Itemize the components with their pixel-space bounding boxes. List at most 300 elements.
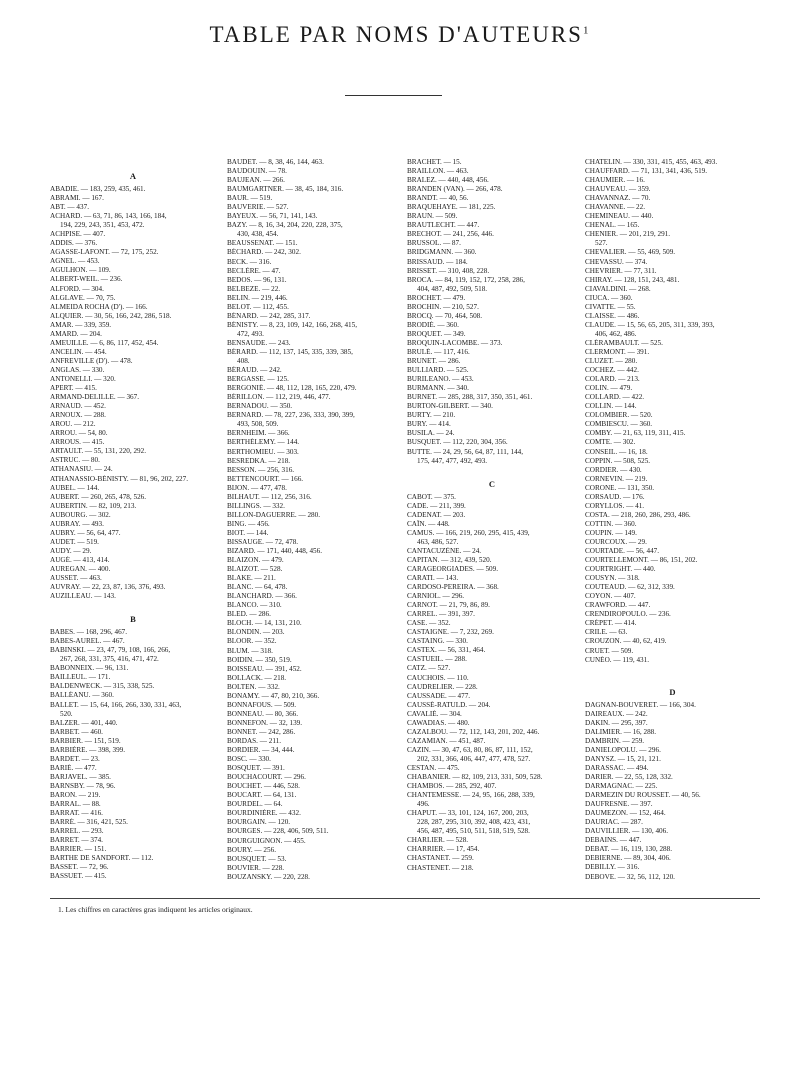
index-entry: CAUSSADE. — 477. (407, 691, 471, 700)
index-entry: BROQUET. — 349. (407, 329, 466, 338)
index-entry: AUZILLEAU. — 143. (50, 592, 116, 601)
index-entry: CARNIOL. — 296. (407, 592, 465, 601)
index-entry: AUDY. — 29. (50, 546, 92, 555)
index-entry: CORDIER. — 430. (585, 465, 642, 474)
index-entry: CAVALIÉ. — 304. (407, 709, 462, 718)
index-entry: CIAVALDINI. — 268. (585, 284, 651, 293)
index-entry: CAUCHOIS. — 110. (407, 673, 469, 682)
index-entry: COMTE. — 302. (585, 438, 636, 447)
index-entry: ANGLAS. — 330. (50, 365, 105, 374)
index-column-1 (50, 158, 216, 881)
index-entry: BAUMGARTNER. — 38, 45, 184, 316. (227, 185, 344, 194)
index-entry: BRUNET. — 286. (407, 357, 461, 366)
index-entry: DEBILLY. — 316. (585, 863, 640, 872)
index-entry: BOSC. — 330. (227, 755, 271, 764)
index-entry: BIJON. — 477, 478. (227, 483, 287, 492)
footnote: 1. Les chiffres en caractères gras indiquent les articles originaux. (58, 905, 253, 914)
index-entry-continuation: 228, 287, 295, 310, 392, 408, 423, 431, (417, 818, 531, 827)
index-entry: CRENDIROPOULO. — 236. (585, 610, 671, 619)
index-entry: BROCA. — 84, 119, 152, 172, 258, 286, (407, 275, 525, 284)
index-entry: BROQUIN-LACOMBE. — 373. (407, 338, 503, 347)
index-entry: ATHANASSIO-BÉNISTY. — 81, 96, 202, 227. (50, 474, 189, 483)
index-entry: BOLTEN. — 332. (227, 682, 280, 691)
index-entry: CROUZON. — 40, 62, 419. (585, 637, 667, 646)
index-entry: COUPIN. — 149. (585, 528, 637, 537)
index-entry: CASTEX. — 56, 331, 464. (407, 646, 486, 655)
index-entry: BOSQUET. — 391. (227, 764, 285, 773)
index-entry: CASTAIGNE. — 7, 232, 269. (407, 628, 494, 637)
index-entry: BRECHOT. — 241, 256, 446. (407, 230, 494, 239)
index-entry: AMEUILLE. — 6, 86, 117, 452, 454. (50, 338, 159, 347)
index-entry: CLERMONT. — 391. (585, 347, 650, 356)
index-entry: BAILLEUL. — 171. (50, 673, 111, 682)
index-entry: BONAMY. — 47, 80, 210, 366. (227, 691, 320, 700)
index-entry: CHAUMIER. — 16. (585, 176, 645, 185)
index-entry: CHASTANET. — 259. (407, 854, 474, 863)
index-entry: BASSUET. — 415. (50, 872, 107, 881)
index-entry: BAYEUX. — 56, 71, 141, 143. (227, 212, 318, 221)
index-entry: AUGÉ. — 413, 414. (50, 555, 110, 564)
index-entry: BABINSKI. — 23, 47, 79, 108, 166, 266, (50, 646, 171, 655)
index-entry: BOURY. — 256. (227, 845, 276, 854)
index-entry: CHAPUT. — 33, 101, 124, 167, 200, 203, (407, 809, 529, 818)
section-letter: C (488, 478, 496, 489)
index-entry: BLOCH. — 14, 131, 210. (227, 619, 302, 628)
index-entry: BESSON. — 256, 316. (227, 465, 295, 474)
index-entry-continuation: 202, 331, 366, 406, 447, 477, 478, 527. (417, 754, 531, 763)
index-entry: BARRET. — 374. (50, 836, 103, 845)
index-entry: CIVATTE. — 55. (585, 302, 636, 311)
index-entry: CAZALBOU. — 72, 112, 143, 201, 202, 446. (407, 727, 540, 736)
index-entry-continuation: 496. (417, 800, 430, 809)
index-entry: CHEVRIER. — 77, 311. (585, 266, 657, 275)
index-entry: DALIMIER. — 16, 288. (585, 727, 657, 736)
index-entry: BALDENWECK. — 315, 338, 525. (50, 682, 155, 691)
index-entry: AUBEL. — 144. (50, 483, 100, 492)
index-entry: CARDOSO-PEREIRA. — 368. (407, 583, 499, 592)
title-rule (345, 95, 442, 96)
page-title: TABLE PAR NOMS D'AUTEURS$^1$ (209, 22, 591, 47)
index-entry: BROCQ. — 70, 464, 508. (407, 311, 483, 320)
index-entry: CHAMBOS. — 285, 292, 407. (407, 782, 497, 791)
index-entry: CHARLIER. — 528. (407, 836, 469, 845)
index-entry: BUSILA. — 24. (407, 429, 455, 438)
index-entry: ARROUS. — 415. (50, 438, 105, 447)
index-entry: AUREGAN. — 400. (50, 564, 111, 573)
index-entry: BAUVERIE. — 527. (227, 203, 289, 212)
index-entry: BURY. — 414. (407, 420, 451, 429)
index-entry: CAMUS. — 166, 219, 260, 295, 415, 439, (407, 528, 530, 537)
index-entry: BESREDKA. — 218. (227, 456, 291, 465)
index-entry-continuation: 175, 447, 477, 492, 493. (417, 456, 488, 465)
index-entry: CHEVASSU. — 374. (585, 257, 648, 266)
index-entry-continuation: 472, 493. (237, 329, 264, 338)
index-entry: AUBRAY. — 493. (50, 519, 104, 528)
index-entry: BARDET. — 23. (50, 754, 100, 763)
index-entry: DARMAGNAC. — 225. (585, 782, 658, 791)
index-entry: BABES-AUREL. — 467. (50, 637, 125, 646)
index-entry: BEDOS. — 96, 131. (227, 275, 287, 284)
index-entry: BLUM. — 318. (227, 646, 273, 655)
index-entry: CATZ. — 527. (407, 664, 451, 673)
index-entry: BALZER. — 401, 440. (50, 718, 118, 727)
index-entry: BAUDET. — 8, 38, 46, 144, 463. (227, 158, 324, 166)
index-entry: ARMAND-DELILLE. — 367. (50, 393, 140, 402)
index-entry: BILLINGS. — 332. (227, 501, 285, 510)
index-entry: CABOT. — 375. (407, 492, 456, 501)
index-entry: CHENAL. — 165. (585, 221, 640, 230)
index-entry: BLANC. — 64, 478. (227, 583, 288, 592)
index-entry-continuation: 404, 487, 492, 509, 518. (417, 284, 488, 293)
index-entry: CARNOT. — 21, 79, 86, 89. (407, 601, 490, 610)
index-entry: BERTHOMIEU. — 303. (227, 447, 299, 456)
index-entry: CHASTENET. — 218. (407, 863, 474, 872)
index-entry: BOURGES. — 228, 406, 509, 511. (227, 827, 329, 836)
index-entry: BAUDOUIN. — 78. (227, 167, 287, 176)
index-entry: CAPITAN. — 312, 439, 520. (407, 555, 492, 564)
index-entry: COURTADE. — 56, 447. (585, 547, 660, 556)
index-entry: ASTRUC. — 80. (50, 456, 100, 465)
index-entry: ALMEIDA ROCHA (D'). — 166. (50, 302, 148, 311)
index-entry: BLANCO. — 310. (227, 601, 282, 610)
spacer (50, 601, 216, 610)
index-entry: BARTHE DE SANDFORT. — 112. (50, 854, 154, 863)
index-entry-continuation: 456, 487, 495, 510, 511, 518, 519, 528. (417, 827, 530, 836)
index-entry: ALBERT-WEIL. — 236. (50, 275, 123, 284)
index-entry: CRAWFORD. — 447. (585, 601, 651, 610)
index-entry: BING. — 456. (227, 519, 270, 528)
index-entry: BOUZANSKY. — 220, 228. (227, 872, 310, 881)
index-entry: DAKIN. — 295, 397. (585, 718, 648, 727)
index-entry: CLAISSE. — 486. (585, 311, 640, 320)
index-entry: BARNSBY. — 78, 96. (50, 781, 116, 790)
index-entry: BRISSAUD. — 184. (407, 257, 468, 266)
index-entry-continuation: 527. (595, 239, 608, 248)
index-entry: CASTAING. — 330. (407, 637, 468, 646)
index-entry: CHAUFFARD. — 71, 131, 341, 436, 519. (585, 167, 708, 176)
index-entry: BAZY. — 8, 16, 34, 204, 220, 228, 375, (227, 221, 343, 230)
index-entry: BOUCHACOURT. — 296. (227, 773, 306, 782)
index-column-3 (407, 158, 577, 873)
index-entry: BÉNISTY. — 8, 23, 109, 142, 166, 268, 415, (227, 320, 358, 329)
index-entry: BURMANN. — 340. (407, 384, 469, 393)
index-entry: BERNADOU. — 350. (227, 402, 293, 411)
index-entry: COUSYN. — 318. (585, 574, 640, 583)
index-entry: BARRAT. — 416. (50, 809, 103, 818)
index-entry: AMARD. — 204. (50, 329, 102, 338)
index-entry: CADENAT. — 203. (407, 510, 466, 519)
index-entry: BARBIÈRE. — 398, 399. (50, 745, 126, 754)
index-entry: BETTENCOURT. — 166. (227, 474, 304, 483)
index-entry: BLAIZOT. — 528. (227, 565, 283, 574)
index-entry: BRAUN. — 509. (407, 212, 458, 221)
index-entry: DAURIAC. — 287. (585, 818, 643, 827)
index-entry: AUBRY. — 56, 64, 477. (50, 528, 121, 537)
index-entry: CASTUEIL. — 288. (407, 655, 467, 664)
index-entry: CARREL. — 391, 397. (407, 610, 475, 619)
index-entry: ANFREVILLE (D'). — 478. (50, 356, 133, 365)
index-entry: CHIRAY. — 128, 151, 243, 481. (585, 275, 680, 284)
index-entry: CRILE. — 63. (585, 628, 628, 637)
index-entry: BRALEZ. — 440, 448, 456. (407, 176, 489, 185)
index-entry: BUTTE. — 24, 29, 56, 64, 87, 111, 144, (407, 447, 524, 456)
index-entry: BOUVIER. — 228. (227, 863, 285, 872)
index-entry: COMBY. — 21, 63, 119, 311, 415. (585, 429, 686, 438)
index-entry: CORYLLOS. — 41. (585, 501, 645, 510)
index-entry: DAGNAN-BOUVERET. — 166, 304. (585, 700, 696, 709)
index-entry: BELBEZE. — 22. (227, 284, 281, 293)
index-entry: BLED. — 286. (227, 610, 271, 619)
index-entry: BRAUTLECHT. — 447. (407, 221, 480, 230)
index-entry: DARMEZIN DU ROUSSET. — 40, 56. (585, 791, 701, 800)
index-entry: DEBIERNE. — 89, 304, 406. (585, 854, 671, 863)
index-entry: BAUJEAN. — 266. (227, 176, 285, 185)
index-entry: ALFORD. — 304. (50, 284, 104, 293)
index-entry: BONNET. — 242, 286. (227, 727, 296, 736)
footnote-rule (50, 898, 760, 899)
section-letter: B (130, 614, 136, 625)
index-entry: BOIDIN. — 350, 519. (227, 655, 292, 664)
index-entry: CORONE. — 131, 350. (585, 483, 655, 492)
index-entry: BELOT. — 112, 455. (227, 302, 289, 311)
index-entry: CARATI. — 143. (407, 574, 459, 583)
index-entry: CAWADIAS. — 480. (407, 718, 470, 727)
index-entry: ACHPISE. — 407. (50, 230, 106, 239)
index-entry: COPPIN. — 508, 525. (585, 456, 651, 465)
index-entry: BARRAL. — 88. (50, 800, 101, 809)
index-entry: AUBERT. — 260, 265, 478, 526. (50, 492, 147, 501)
index-entry: BORDIER. — 34, 444. (227, 746, 295, 755)
index-entry: COURTRIGHT. — 440. (585, 565, 656, 574)
index-entry: CLUZET. — 280. (585, 357, 638, 366)
index-entry: ABADIE. — 183, 259, 435, 461. (50, 185, 146, 193)
index-entry: BABONNEIX. — 96, 131. (50, 664, 129, 673)
index-entry: COLIN. — 479. (585, 384, 633, 393)
index-entry: BERNARD. — 78, 227, 236, 333, 390, 399, (227, 411, 355, 420)
section-letter: D (669, 686, 676, 697)
index-entry: DARIER. — 22, 55, 128, 332. (585, 773, 673, 781)
index-entry: BÉRILLON. — 112, 219, 446, 477. (227, 393, 331, 402)
index-entry: DAMBRIN. — 259. (585, 736, 645, 745)
index-entry: CORNEVIN. — 219. (585, 474, 648, 483)
title-footnote-marker: 1 (582, 24, 591, 37)
index-entry-continuation: 406, 462, 486. (595, 329, 637, 338)
index-entry: BEAUSSENAT. — 151. (227, 239, 298, 248)
index-entry-continuation: 408. (237, 357, 250, 366)
index-entry: DAUFRESNE. — 397. (585, 800, 653, 809)
index-entry: BARJAVEL. — 385. (50, 772, 111, 781)
index-entry: BERTHÉLEMY. — 144. (227, 438, 300, 447)
index-entry: BRUSSOL. — 87. (407, 239, 461, 248)
index-entry: BÉRAUD. — 242. (227, 366, 282, 375)
spacer (585, 665, 760, 674)
index-entry: BERGONIÉ. — 48, 112, 128, 165, 220, 479. (227, 384, 357, 393)
index-entry: CHAUVEAU. — 359. (585, 185, 651, 194)
index-entry: BONNEAU. — 80, 366. (227, 709, 299, 718)
index-entry: COTTIN. — 360. (585, 519, 637, 528)
index-entry: AROU. — 212. (50, 420, 96, 429)
index-entry: CLÉRAMBAULT. — 525. (585, 338, 663, 347)
index-entry: BOUCHET. — 446, 528. (227, 782, 300, 791)
index-entry: BRANDT. — 40, 56. (407, 194, 469, 203)
index-entry: COLLIN. — 144. (585, 402, 637, 411)
index-entry: CUNÉO. — 119, 431. (585, 655, 650, 664)
index-entry: BRULÉ. — 117, 416. (407, 347, 470, 356)
index-entry: ARTAULT. — 55, 131, 220, 292. (50, 447, 147, 456)
index-entry: BOURDINIÈRE. — 432. (227, 809, 301, 818)
spacer (50, 158, 216, 167)
index-entry: CRUET. — 509. (585, 646, 634, 655)
index-entry: DARASSAC. — 494. (585, 763, 649, 772)
index-entry: ARROU. — 54, 80. (50, 429, 108, 438)
index-entry: COMBIESCU. — 360. (585, 420, 653, 429)
index-entry: COYON. — 407. (585, 592, 636, 601)
index-entry: BRODIÉ. — 360. (407, 320, 459, 329)
index-entry: BERNHEIM. — 366. (227, 429, 290, 438)
index-entry: BLANCHARD. — 366. (227, 592, 297, 601)
index-entry: BOURGUIGNON. — 455. (227, 836, 306, 845)
index-entry: BAUR. — 519. (227, 194, 273, 203)
index-entry: DANYSZ. — 15, 21, 121. (585, 754, 661, 763)
index-entry: BLONDIN. — 203. (227, 628, 285, 637)
index-entry: BARRIER. — 151. (50, 845, 107, 854)
index-entry: CAZAMIAN. — 451, 487. (407, 736, 486, 745)
index-entry: AUSSET. — 463. (50, 574, 102, 583)
index-entry: ALQUIER. — 30, 56, 166, 242, 286, 518. (50, 311, 172, 320)
index-entry: ANCELIN. — 454. (50, 347, 107, 356)
index-entry: AUBERTIN. — 82, 109, 213. (50, 501, 137, 510)
index-entry: CHARRIER. — 17, 454. (407, 845, 480, 854)
index-entry: DEBOVE. — 32, 56, 112, 120. (585, 872, 675, 881)
index-entry: DAUVILLIER. — 130, 406. (585, 827, 669, 836)
index-entry: BILHAUT. — 112, 256, 316. (227, 492, 312, 501)
index-entry-continuation: 430, 438, 454. (237, 230, 279, 239)
index-entry: BLAKE. — 211. (227, 574, 276, 583)
index-entry: CONSEIL. — 16, 18. (585, 447, 648, 456)
index-entry: CAZIN. — 30, 47, 63, 80, 86, 87, 111, 152, (407, 745, 533, 754)
index-entry: BOURGAIN. — 120. (227, 818, 291, 827)
index-entry: BURTY. — 210. (407, 411, 456, 420)
index-entry: BOLLACK. — 218. (227, 673, 287, 682)
index-entry: BROCHET. — 479. (407, 293, 466, 302)
index-entry: DEBAINS. — 447. (585, 836, 642, 845)
index-column-2 (227, 158, 399, 882)
index-entry: BISSAUGE. — 72, 478. (227, 537, 299, 546)
index-entry: CRÉPET. — 414. (585, 619, 637, 628)
index-entry: CESTAN. — 475. (407, 764, 460, 772)
index-entry: BOISSEAU. — 391, 452. (227, 664, 302, 673)
index-entry: COUTEAUD. — 62, 312, 339. (585, 583, 675, 592)
index-entry: BIOT. — 144. (227, 528, 269, 537)
index-entry: ABRAMI. — 167. (50, 194, 104, 203)
index-entry-continuation: 520. (60, 709, 73, 718)
index-entry: DAUMEZON. — 152, 464. (585, 809, 666, 818)
index-entry: ARNOUX. — 288. (50, 411, 106, 420)
index-entry: BURILEANO. — 453. (407, 375, 474, 384)
index-entry: BERGASSE. — 125. (227, 375, 289, 384)
index-entry: CHABANIER. — 82, 109, 213, 331, 509, 528. (407, 773, 543, 782)
index-entry: BLAIZON. — 479. (227, 556, 284, 565)
index-entry: ACHARD. — 63, 71, 86, 143, 166, 184, (50, 212, 167, 221)
index-entry: ATHANASIU. — 24. (50, 465, 113, 474)
index-entry: BARON. — 219. (50, 791, 101, 799)
index-entry: APERT. — 415. (50, 384, 97, 393)
index-entry: BONNEFON. — 32, 139. (227, 718, 303, 727)
index-entry: BECK. — 316. (227, 257, 272, 266)
index-entry: BORDAS. — 211. (227, 737, 282, 745)
index-entry: BOUCART. — 64, 131. (227, 791, 297, 800)
index-entry: CIUCA. — 360. (585, 293, 633, 302)
index-entry: BRIDGMANN. — 360. (407, 248, 477, 257)
index-entry: BRAILLON. — 463. (407, 167, 469, 176)
index-entry: BROCHIN. — 210, 527. (407, 302, 479, 311)
index-entry: AGULHON. — 109. (50, 266, 111, 275)
index-entry: CADE. — 211, 399. (407, 501, 466, 510)
index-entry: BALLET. — 15, 64, 166, 266, 330, 331, 463, (50, 700, 182, 709)
index-entry: BARBET. — 460. (50, 727, 103, 736)
index-entry: BENSAUDE. — 243. (227, 338, 291, 347)
index-entry: ALGLAVE. — 70, 75. (50, 293, 116, 302)
index-entry: AUVRAY. — 22, 23, 87, 136, 376, 493. (50, 583, 166, 592)
index-entry: BECLÈRE. — 47. (227, 266, 281, 275)
index-entry: CAÏN. — 448. (407, 519, 450, 528)
index-entry: BOURDEL. — 64. (227, 800, 283, 809)
index-column-4 (585, 158, 760, 882)
index-entry: BURTON-GILBERT. — 340. (407, 402, 493, 411)
index-entry: BURNET. — 285, 288, 317, 350, 351, 461. (407, 393, 533, 402)
index-entry: BRACHET. — 15. (407, 158, 462, 166)
index-entry: BOUSQUET. — 53. (227, 854, 287, 863)
index-entry: BARIÉ. — 477. (50, 763, 97, 772)
index-entry: COLLARD. — 422. (585, 393, 645, 402)
index-entry: AMAR. — 339, 359. (50, 320, 112, 329)
index-entry: CANTACUZÈNE. — 24. (407, 546, 482, 555)
index-entry: CHATELIN. — 330, 331, 415, 455, 463, 493. (585, 158, 718, 166)
index-entry: AUBOURG. — 302. (50, 510, 111, 519)
index-entry: AUDET. — 519. (50, 537, 99, 546)
index-entry: DAIREAUX. — 242. (585, 709, 648, 718)
index-entry: BÉCHARD. — 242, 302. (227, 248, 301, 257)
index-entry: CHENIER. — 201, 219, 291. (585, 230, 671, 239)
index-entry: BÉNARD. — 242, 285, 317. (227, 311, 311, 320)
index-entry: CLAUDE. — 15, 56, 65, 205, 311, 339, 393, (585, 320, 715, 329)
index-entry: BUSQUET. — 112, 220, 304, 356. (407, 438, 508, 447)
index-entry: BRISSET. — 310, 408, 228. (407, 266, 490, 275)
index-entry: BRANDEN (VAN). — 266, 478. (407, 185, 503, 194)
index-entry: COLOMBIER. — 520. (585, 411, 653, 420)
spacer (407, 466, 577, 475)
index-entry: CASE. — 352. (407, 619, 451, 628)
index-entry: COURTELLEMONT. — 86, 151, 202. (585, 556, 698, 565)
index-entry: BULLIARD. — 525. (407, 366, 469, 375)
spacer (585, 674, 760, 683)
index-entry: ARNAUD. — 452. (50, 402, 106, 411)
index-entry: BARRÉ. — 316, 421, 525. (50, 818, 128, 827)
index-entry: BILLON-DAGUERRE. — 280. (227, 510, 321, 519)
index-entry: COLARD. — 213. (585, 375, 640, 384)
section-letter: A (129, 171, 137, 181)
index-entry: BONNAFOUS. — 509. (227, 700, 297, 709)
index-entry-continuation: 194, 229, 243, 351, 453, 472. (60, 221, 145, 230)
index-entry: ADDIS. — 376. (50, 239, 98, 248)
index-entry: BASSET. — 72, 96. (50, 863, 109, 872)
index-entry: BELIN. — 219, 446. (227, 293, 288, 302)
index-entry: CHEMINEAU. — 440. (585, 212, 654, 221)
index-entry: CORSAUD. — 176. (585, 492, 645, 501)
index-entry: COCHEZ. — 442. (585, 366, 639, 375)
index-entry: CARAGEORGIADES. — 509. (407, 564, 499, 573)
index-entry: BARBIER. — 151, 519. (50, 736, 121, 745)
